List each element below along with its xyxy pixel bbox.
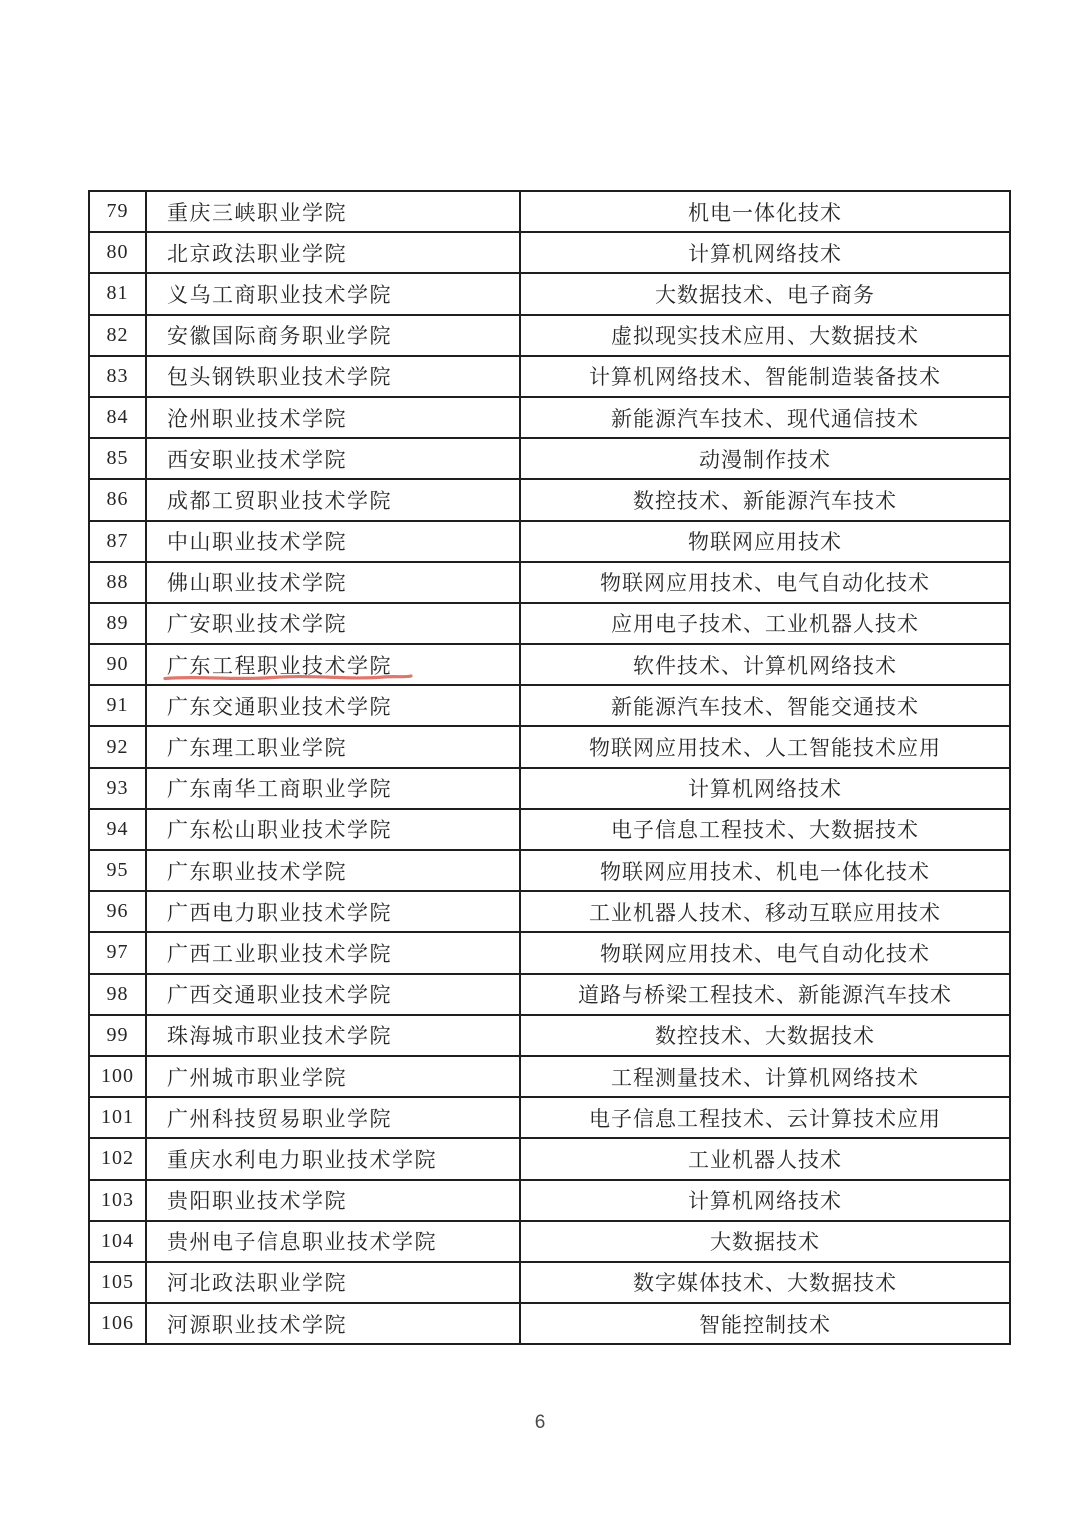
table-body	[89, 191, 1010, 1344]
programs-cell	[520, 273, 1010, 314]
row-number-cell	[89, 1015, 146, 1056]
programs-cell	[520, 438, 1010, 479]
row-number-cell	[89, 974, 146, 1015]
table-row	[89, 315, 1010, 356]
college-cell	[146, 974, 520, 1015]
row-number: 80	[106, 241, 129, 264]
table-row	[89, 191, 1010, 232]
program-names: 物联网应用技术	[688, 530, 842, 555]
row-number: 82	[106, 323, 129, 346]
table-row	[89, 562, 1010, 603]
program-names: 物联网应用技术、电气自动化技术	[600, 941, 930, 966]
program-names: 机电一体化技术	[688, 200, 842, 225]
college-cell	[146, 1180, 520, 1221]
program-names: 物联网应用技术、电气自动化技术	[600, 571, 930, 596]
row-number: 86	[106, 488, 129, 511]
row-number-cell	[89, 1097, 146, 1138]
row-number: 90	[106, 653, 129, 676]
programs-cell	[520, 521, 1010, 562]
table-row	[89, 644, 1010, 685]
table-row	[89, 1015, 1010, 1056]
programs-cell	[520, 1015, 1010, 1056]
page-number: 6	[534, 1412, 546, 1433]
college-cell	[146, 1138, 520, 1179]
program-names: 电子信息工程技术、大数据技术	[611, 818, 919, 843]
row-number-cell	[89, 850, 146, 891]
college-cell	[146, 273, 520, 314]
row-number-cell	[89, 1303, 146, 1344]
college-cell	[146, 479, 520, 520]
college-cell	[146, 891, 520, 932]
row-number: 87	[106, 529, 129, 552]
college-name: 北京政法职业学院	[167, 241, 347, 266]
college-cell	[146, 726, 520, 767]
table-row	[89, 1303, 1010, 1344]
program-names: 计算机网络技术	[688, 1189, 842, 1214]
college-name: 中山职业技术学院	[167, 530, 347, 555]
college-cell	[146, 850, 520, 891]
table-row	[89, 1138, 1010, 1179]
college-name: 广东南华工商职业学院	[167, 777, 392, 802]
row-number-cell	[89, 932, 146, 973]
college-name: 广东松山职业技术学院	[167, 818, 392, 843]
program-names: 电子信息工程技术、云计算技术应用	[589, 1106, 941, 1131]
program-names: 大数据技术、电子商务	[655, 282, 875, 307]
table-row	[89, 809, 1010, 850]
row-number: 103	[101, 1188, 134, 1211]
college-cell	[146, 932, 520, 973]
college-name: 重庆三峡职业学院	[167, 200, 347, 225]
table-row	[89, 1097, 1010, 1138]
college-cell	[146, 1056, 520, 1097]
row-number-cell	[89, 1180, 146, 1221]
row-number-cell	[89, 685, 146, 726]
college-cell	[146, 562, 520, 603]
programs-cell	[520, 1180, 1010, 1221]
programs-cell	[520, 932, 1010, 973]
program-names: 智能控制技术	[699, 1312, 831, 1337]
row-number-cell	[89, 438, 146, 479]
table-row	[89, 273, 1010, 314]
row-number-cell	[89, 1262, 146, 1303]
table-row	[89, 438, 1010, 479]
program-names: 新能源汽车技术、现代通信技术	[611, 406, 919, 431]
programs-cell	[520, 356, 1010, 397]
row-number: 83	[106, 364, 129, 387]
row-number: 97	[106, 941, 129, 964]
row-number-cell	[89, 1056, 146, 1097]
programs-cell	[520, 1056, 1010, 1097]
row-number: 102	[101, 1147, 134, 1170]
row-number: 89	[106, 611, 129, 634]
row-number-cell	[89, 315, 146, 356]
college-name: 广州科技贸易职业学院	[167, 1106, 392, 1131]
row-number-cell	[89, 479, 146, 520]
table-row	[89, 1221, 1010, 1262]
table-row	[89, 685, 1010, 726]
program-names: 工业机器人技术	[688, 1147, 842, 1172]
college-name: 义乌工商职业技术学院	[167, 282, 392, 307]
table-row	[89, 1262, 1010, 1303]
row-number: 95	[106, 859, 129, 882]
row-number: 81	[106, 282, 129, 305]
college-cell	[146, 232, 520, 273]
college-name: 沧州职业技术学院	[167, 406, 347, 431]
college-cell	[146, 1221, 520, 1262]
program-names: 大数据技术	[710, 1230, 820, 1255]
table-row	[89, 232, 1010, 273]
row-number-cell	[89, 356, 146, 397]
program-names: 计算机网络技术	[688, 777, 842, 802]
programs-cell	[520, 726, 1010, 767]
college-name: 广西电力职业技术学院	[167, 900, 392, 925]
program-names: 动漫制作技术	[699, 447, 831, 472]
table-row	[89, 974, 1010, 1015]
row-number: 100	[101, 1065, 134, 1088]
college-cell	[146, 809, 520, 850]
college-name: 广东职业技术学院	[167, 859, 347, 884]
programs-cell	[520, 1221, 1010, 1262]
row-number: 106	[101, 1312, 134, 1335]
college-name: 河北政法职业学院	[167, 1271, 347, 1296]
programs-cell	[520, 191, 1010, 232]
programs-cell	[520, 232, 1010, 273]
programs-cell	[520, 850, 1010, 891]
programs-cell	[520, 479, 1010, 520]
row-number: 96	[106, 900, 129, 923]
college-name: 广西工业职业技术学院	[167, 941, 392, 966]
college-name: 安徽国际商务职业学院	[167, 324, 392, 349]
row-number: 88	[106, 570, 129, 593]
programs-cell	[520, 1262, 1010, 1303]
table-row	[89, 1056, 1010, 1097]
college-name: 珠海城市职业技术学院	[167, 1024, 392, 1049]
table-row	[89, 479, 1010, 520]
row-number-cell	[89, 562, 146, 603]
college-name: 广东交通职业技术学院	[167, 694, 392, 719]
programs-cell	[520, 974, 1010, 1015]
programs-cell	[520, 603, 1010, 644]
row-number: 85	[106, 447, 129, 470]
program-names: 计算机网络技术	[688, 241, 842, 266]
row-number-cell	[89, 768, 146, 809]
table-row	[89, 932, 1010, 973]
college-cell	[146, 1015, 520, 1056]
college-cell	[146, 644, 520, 685]
row-number: 84	[106, 406, 129, 429]
program-names: 工程测量技术、计算机网络技术	[611, 1065, 919, 1090]
table-row	[89, 891, 1010, 932]
programs-cell	[520, 1097, 1010, 1138]
programs-cell	[520, 644, 1010, 685]
college-program-table	[88, 190, 1011, 1345]
college-name: 贵阳职业技术学院	[167, 1189, 347, 1214]
college-name: 广东工程职业技术学院	[167, 653, 392, 678]
row-number: 101	[101, 1106, 134, 1129]
college-cell	[146, 191, 520, 232]
program-names: 数控技术、新能源汽车技术	[633, 488, 897, 513]
college-name: 西安职业技术学院	[167, 447, 347, 472]
row-number-cell	[89, 191, 146, 232]
row-number-cell	[89, 232, 146, 273]
college-name: 河源职业技术学院	[167, 1312, 347, 1337]
program-names: 新能源汽车技术、智能交通技术	[611, 694, 919, 719]
program-names: 物联网应用技术、机电一体化技术	[600, 859, 930, 884]
programs-cell	[520, 1303, 1010, 1344]
table-row	[89, 850, 1010, 891]
row-number: 92	[106, 735, 129, 758]
college-cell	[146, 603, 520, 644]
programs-cell	[520, 768, 1010, 809]
row-number: 79	[106, 200, 129, 223]
college-name: 广西交通职业技术学院	[167, 983, 392, 1008]
row-number-cell	[89, 891, 146, 932]
table-row	[89, 1180, 1010, 1221]
row-number-cell	[89, 644, 146, 685]
row-number-cell	[89, 809, 146, 850]
row-number-cell	[89, 603, 146, 644]
program-names: 工业机器人技术、移动互联应用技术	[589, 900, 941, 925]
college-name: 广州城市职业学院	[167, 1065, 347, 1090]
college-cell	[146, 397, 520, 438]
programs-cell	[520, 809, 1010, 850]
row-number: 104	[101, 1229, 134, 1252]
college-name: 佛山职业技术学院	[167, 571, 347, 596]
college-cell	[146, 685, 520, 726]
programs-cell	[520, 397, 1010, 438]
row-number-cell	[89, 397, 146, 438]
table-row	[89, 603, 1010, 644]
table-row	[89, 768, 1010, 809]
program-names: 数控技术、大数据技术	[655, 1024, 875, 1049]
college-cell	[146, 315, 520, 356]
program-names: 道路与桥梁工程技术、新能源汽车技术	[578, 983, 952, 1008]
program-names: 数字媒体技术、大数据技术	[633, 1271, 897, 1296]
table-row	[89, 726, 1010, 767]
programs-cell	[520, 1138, 1010, 1179]
college-name: 广安职业技术学院	[167, 612, 347, 637]
college-cell	[146, 521, 520, 562]
program-names: 应用电子技术、工业机器人技术	[611, 612, 919, 637]
row-number-cell	[89, 1138, 146, 1179]
college-name: 贵州电子信息职业技术学院	[167, 1230, 437, 1255]
row-number-cell	[89, 273, 146, 314]
row-number-cell	[89, 726, 146, 767]
programs-cell	[520, 891, 1010, 932]
college-name: 广东理工职业学院	[167, 736, 347, 761]
program-names: 软件技术、计算机网络技术	[633, 653, 897, 678]
table-row	[89, 521, 1010, 562]
program-names: 虚拟现实技术应用、大数据技术	[611, 324, 919, 349]
row-number-cell	[89, 521, 146, 562]
college-name: 包头钢铁职业技术学院	[167, 365, 392, 390]
table-row	[89, 356, 1010, 397]
programs-cell	[520, 685, 1010, 726]
college-cell	[146, 1262, 520, 1303]
row-number-cell	[89, 1221, 146, 1262]
college-name: 重庆水利电力职业技术学院	[167, 1147, 437, 1172]
college-cell	[146, 1303, 520, 1344]
college-name: 成都工贸职业技术学院	[167, 488, 392, 513]
college-cell	[146, 768, 520, 809]
college-cell	[146, 356, 520, 397]
row-number: 94	[106, 817, 129, 840]
table-row	[89, 397, 1010, 438]
row-number: 105	[101, 1270, 134, 1293]
row-number: 91	[106, 694, 129, 717]
programs-cell	[520, 562, 1010, 603]
row-number: 98	[106, 982, 129, 1005]
row-number: 93	[106, 776, 129, 799]
program-names: 物联网应用技术、人工智能技术应用	[589, 736, 941, 761]
college-cell	[146, 1097, 520, 1138]
row-number: 99	[106, 1023, 129, 1046]
programs-cell	[520, 315, 1010, 356]
program-names: 计算机网络技术、智能制造装备技术	[589, 365, 941, 390]
college-cell	[146, 438, 520, 479]
